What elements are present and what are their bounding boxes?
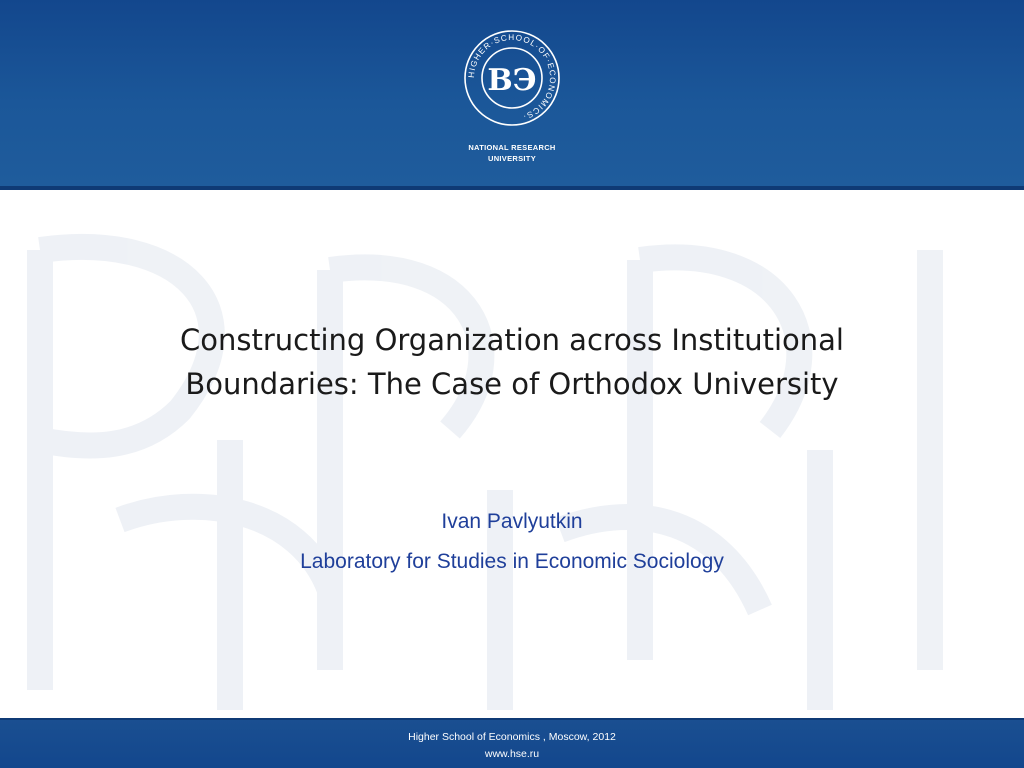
author-name: Ivan Pavlyutkin	[441, 510, 583, 533]
footer-website-link[interactable]: www.hse.ru	[484, 748, 540, 760]
footer-banner	[0, 720, 1024, 768]
slide-title	[100, 318, 924, 406]
hse-logo-icon	[462, 28, 562, 134]
logo-ring-text: HIGHER·SCHOOL·OF·ECONOMICS·	[466, 32, 558, 122]
title-line-2: Boundaries: The Case of Orthodox University	[185, 367, 839, 401]
background-watermark-icon	[0, 190, 1024, 720]
footer-institution: Higher School of Economics , Moscow, 2012	[408, 731, 616, 743]
university-line-2: UNIVERSITY	[487, 154, 536, 163]
laboratory-name: Laboratory for Studies in Economic Sociology	[300, 550, 724, 573]
title-line-1: Constructing Organization across Institutional	[180, 323, 844, 357]
logo-letters: ВЭ	[487, 63, 537, 98]
university-line-1: NATIONAL RESEARCH	[468, 143, 556, 152]
